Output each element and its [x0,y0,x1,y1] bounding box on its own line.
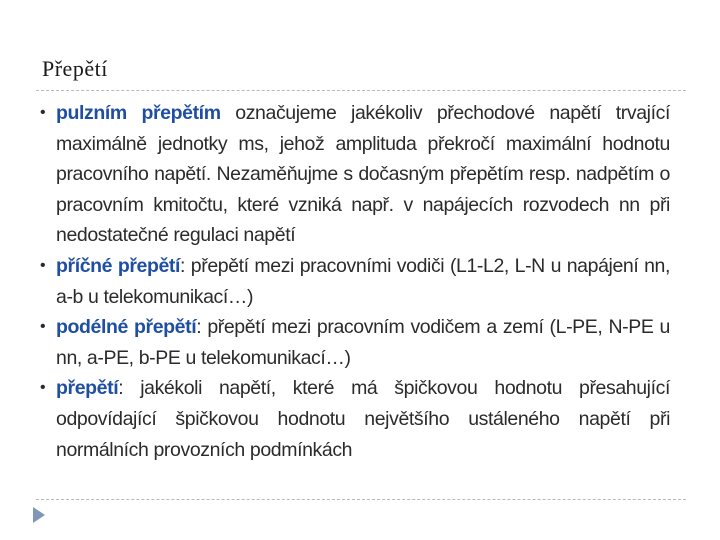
list-item [40,98,670,251]
definition-list [40,98,670,465]
slide-title: Přepětí [42,56,108,81]
list-item [40,373,670,465]
definition-text: označujeme jakékoliv přechodové napětí trvající maximálně jednotky ms, jehož amplituda překročí maximální hodnotu pracovního napětí. Nezaměňujme s dočasným přepětím resp. nadpětím o pracovním kmitočtu, které vzniká např. v napájecích rozvodech nn při nedostatečné regulaci napětí [56,102,670,247]
list-item [40,251,670,312]
term-label: podélné přepětí [56,316,197,339]
bullet-icon: • [40,104,46,121]
bullet-icon: • [40,318,46,336]
title-divider [36,90,686,91]
definition-text: : přepětí mezi pracovním vodičem a zemí (L-PE, N-PE u nn, a-PE, b-PE u telekomunikací…) [56,316,670,369]
bullet-icon: • [40,379,46,397]
play-triangle-shape [33,507,45,523]
term-label: příčné přepětí [56,254,181,277]
play-triangle-icon[interactable] [32,506,46,524]
definition-text: : přepětí mezi pracovními vodiči (L1-L2, L-N u napájení nn, a-b u telekomunikací…) [56,254,670,308]
term-label: přepětí [56,377,119,400]
bullet-icon: • [40,256,46,274]
list-item [40,312,670,373]
footer-divider [36,499,686,500]
term-label: pulzním přepětím [56,102,221,124]
definition-text: : jakékoli napětí, které má špičkovou hodnotu přesahující odpovídající špičkovou hodnotu největšího ustáleného napětí při normálních provozních podmínkách [56,377,670,461]
